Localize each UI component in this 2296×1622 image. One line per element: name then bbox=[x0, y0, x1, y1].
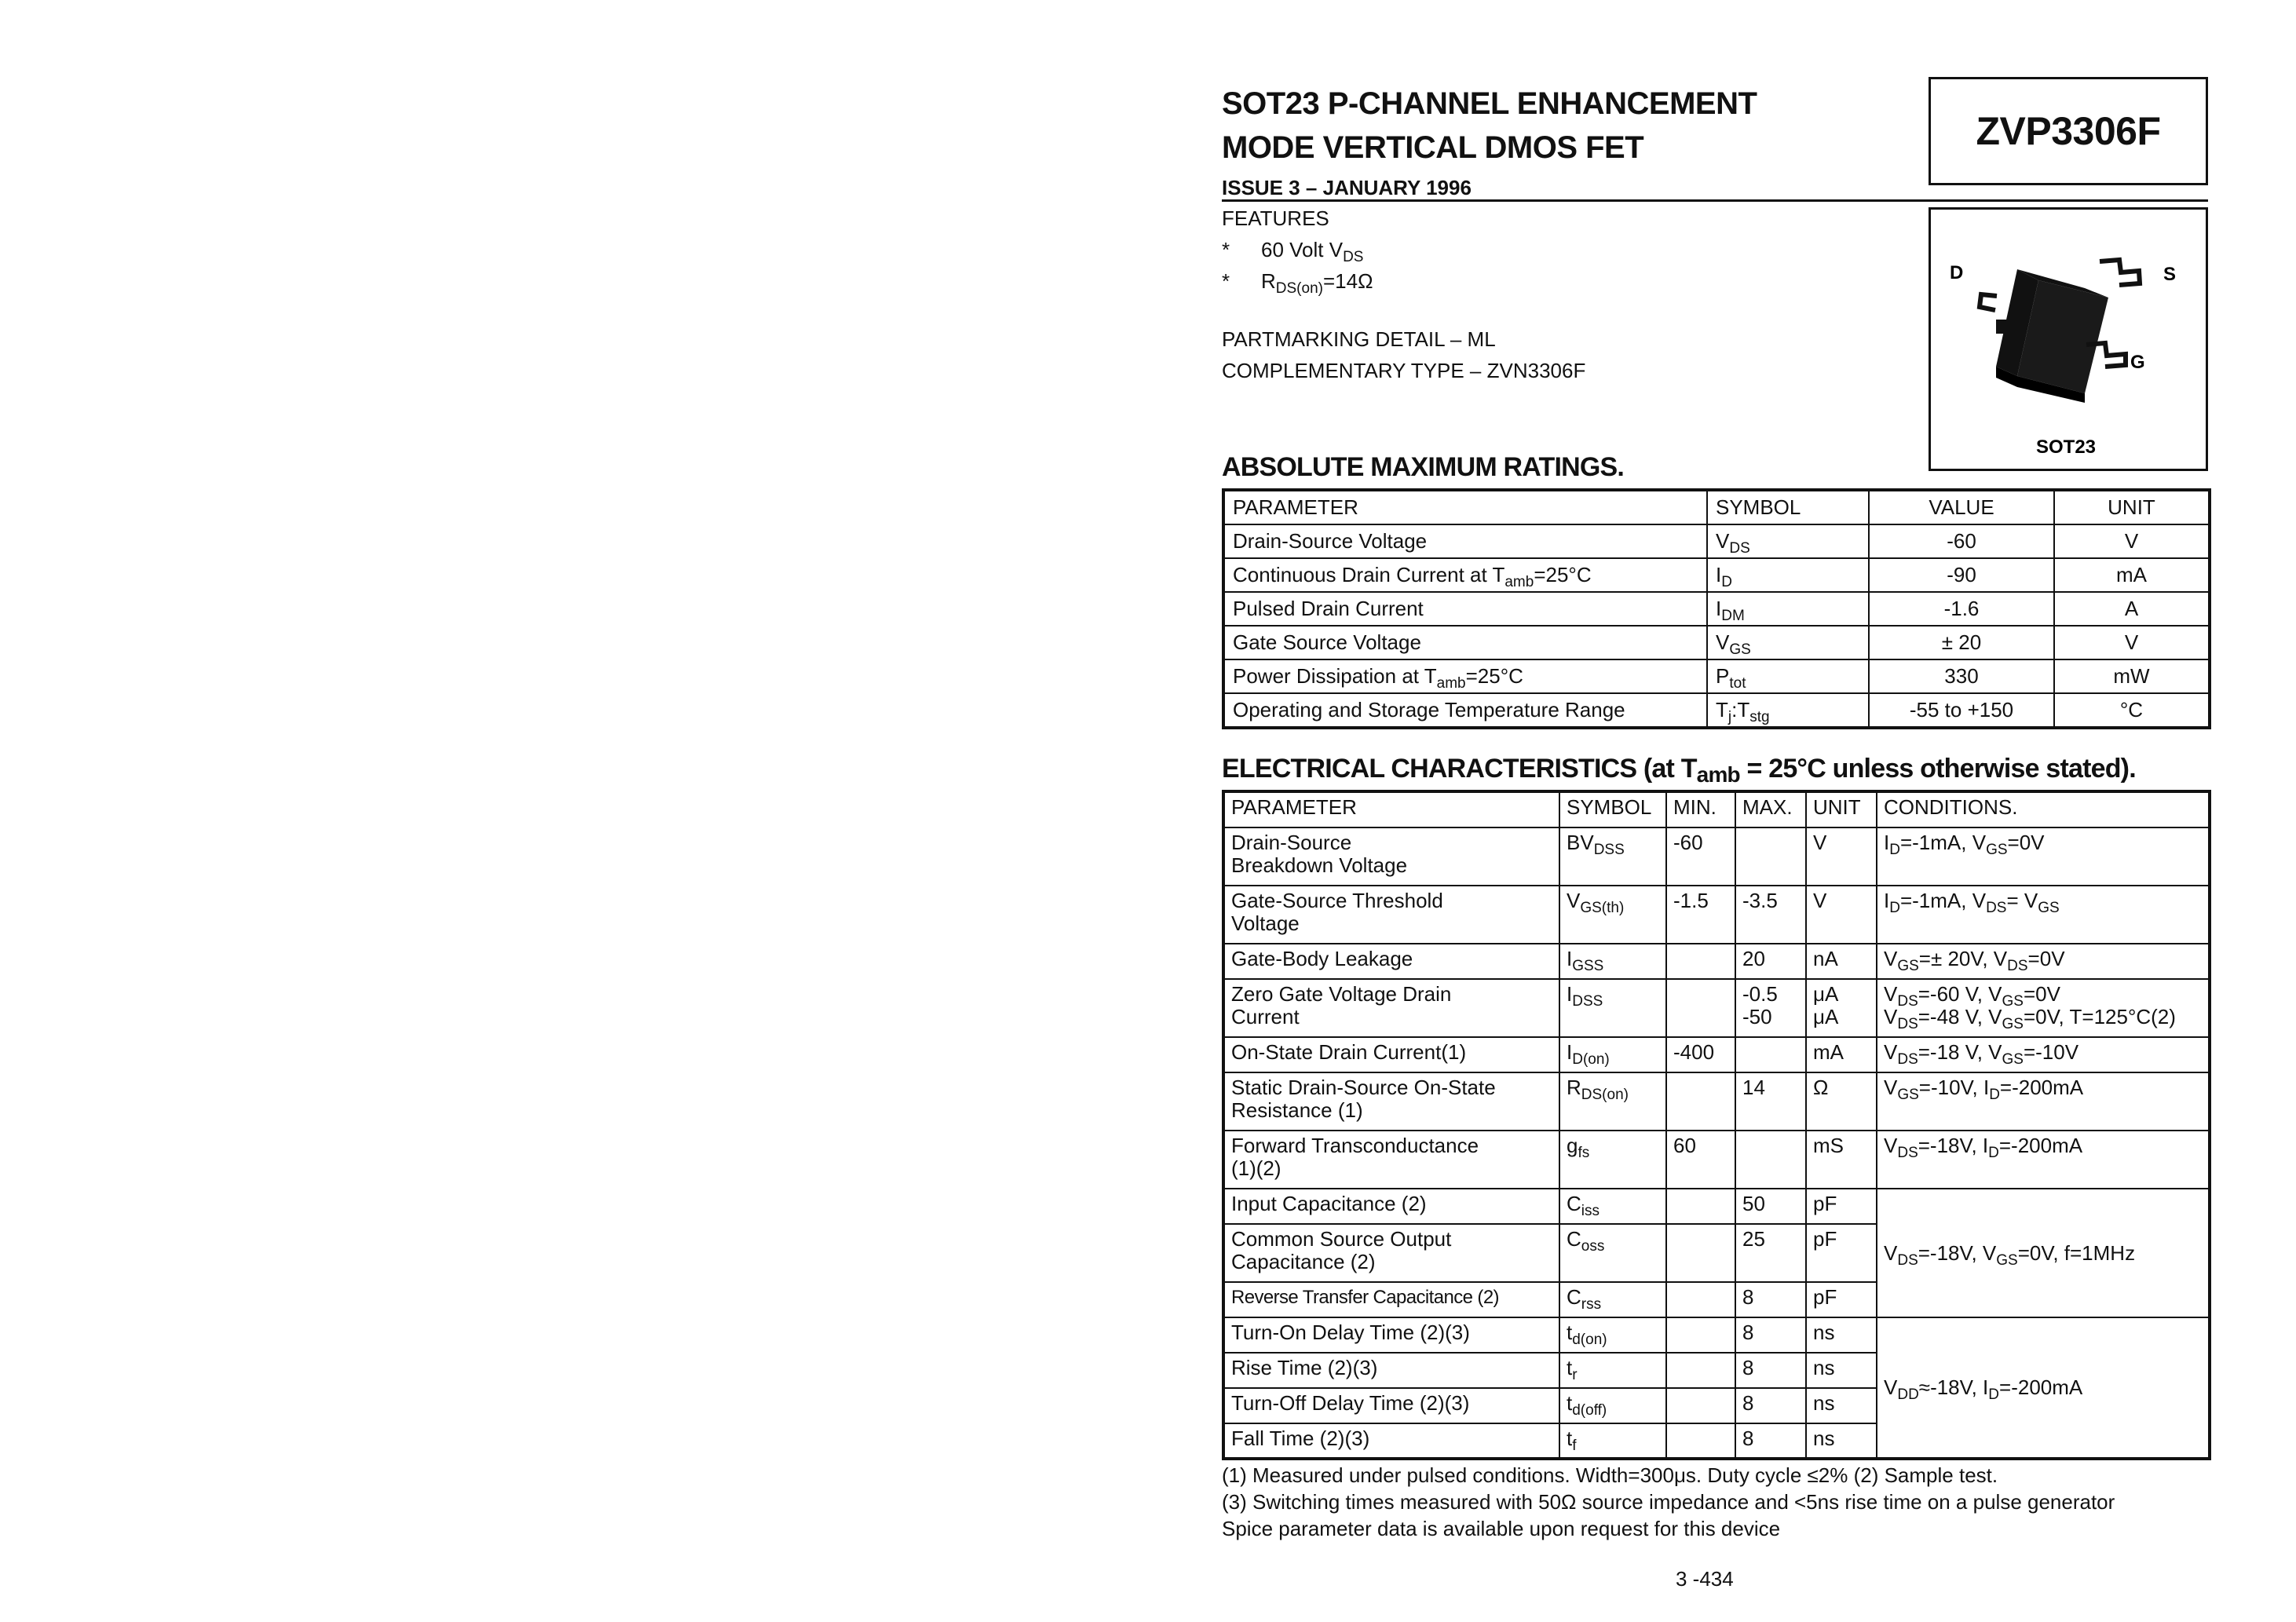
package-label: SOT23 bbox=[2036, 437, 2097, 458]
table-row bbox=[1223, 592, 2210, 626]
min-cell: -400 bbox=[1666, 1037, 1735, 1072]
footnote-3: Spice parameter data is available upon request for this device bbox=[1222, 1517, 1781, 1540]
param-line: (1)(2) bbox=[1231, 1156, 1281, 1180]
param-cell bbox=[1223, 827, 1559, 886]
table-row bbox=[1223, 979, 2210, 1037]
condition-sub: GS bbox=[2002, 993, 2024, 1010]
header-min: MIN. bbox=[1666, 791, 1735, 827]
condition-sub: DS bbox=[1897, 1051, 1918, 1068]
symbol: t bbox=[1567, 1391, 1573, 1415]
symbol: BV bbox=[1567, 831, 1594, 854]
min-cell: -1.5 bbox=[1666, 886, 1735, 944]
table-row bbox=[1223, 558, 2210, 592]
condition-text: V bbox=[1884, 982, 1898, 1006]
symbol-sub: rss bbox=[1581, 1296, 1602, 1313]
condition-line bbox=[1884, 1005, 2202, 1032]
condition-text: =-200mA bbox=[1999, 1076, 2084, 1099]
max-cell: 20 bbox=[1735, 944, 1806, 979]
symbol-cell bbox=[1559, 1282, 1666, 1317]
symbol-sub: iss bbox=[1581, 1203, 1600, 1219]
header-conditions: CONDITIONS. bbox=[1877, 791, 2210, 827]
param-sub: amb bbox=[1436, 675, 1466, 692]
param-line: Zero Gate Voltage Drain bbox=[1231, 982, 1452, 1006]
symbol-cell bbox=[1559, 1224, 1666, 1282]
max-cell: 8 bbox=[1735, 1388, 1806, 1423]
param-cell: On-State Drain Current(1) bbox=[1223, 1037, 1559, 1072]
param-cell: Gate-Body Leakage bbox=[1223, 944, 1559, 979]
param-line: Forward Transconductance bbox=[1231, 1134, 1479, 1157]
unit-cell: mA bbox=[1806, 1037, 1877, 1072]
unit-cell: ns bbox=[1806, 1353, 1877, 1388]
symbol-2: :T bbox=[1731, 698, 1750, 721]
feature-item-2 bbox=[1222, 265, 1373, 297]
symbol-sub: d(on) bbox=[1572, 1332, 1607, 1348]
symbol-cell bbox=[1559, 1189, 1666, 1224]
header-symbol: SYMBOL bbox=[1707, 490, 1869, 524]
symbol-cell bbox=[1559, 1423, 1666, 1459]
symbol-sub: GSS bbox=[1572, 958, 1604, 974]
min-cell bbox=[1666, 1189, 1735, 1224]
max-line: -0.5 bbox=[1742, 982, 1778, 1006]
param-cell bbox=[1223, 558, 1707, 592]
symbol-cell bbox=[1559, 827, 1666, 886]
condition-sub: DS bbox=[1897, 1145, 1918, 1161]
min-cell bbox=[1666, 1388, 1735, 1423]
symbol: t bbox=[1567, 1427, 1573, 1450]
feature-2-sub: DS(on) bbox=[1275, 280, 1323, 297]
symbol-cell bbox=[1707, 558, 1869, 592]
symbol-cell bbox=[1559, 1131, 1666, 1189]
table-row bbox=[1223, 944, 2210, 979]
min-cell bbox=[1666, 1282, 1735, 1317]
symbol-sub: GS(th) bbox=[1580, 900, 1625, 916]
condition-sub: D bbox=[1989, 1087, 2000, 1103]
symbol: V bbox=[1716, 529, 1730, 553]
unit-cell: V bbox=[1806, 886, 1877, 944]
features-section bbox=[1222, 203, 1373, 297]
condition-text: =0V bbox=[2027, 947, 2065, 970]
condition-sub: GS bbox=[1897, 958, 1919, 974]
symbol-cell bbox=[1559, 1388, 1666, 1423]
condition-sub: DS bbox=[1986, 900, 2007, 916]
symbol-sub: f bbox=[1572, 1438, 1577, 1454]
table-header-row bbox=[1223, 791, 2210, 827]
symbol: P bbox=[1716, 664, 1730, 688]
condition-text: = V bbox=[2006, 889, 2038, 912]
pin-s-label: S bbox=[2163, 264, 2177, 285]
max-cell bbox=[1735, 1131, 1806, 1189]
pin-g-label: G bbox=[2130, 352, 2145, 373]
title-line-1: SOT23 P-CHANNEL ENHANCEMENT bbox=[1222, 86, 1757, 121]
param-cell: Operating and Storage Temperature Range bbox=[1223, 693, 1707, 728]
param-cell: Input Capacitance (2) bbox=[1223, 1189, 1559, 1224]
symbol-cell bbox=[1559, 1317, 1666, 1353]
feature-1-text: 60 Volt V bbox=[1261, 238, 1344, 261]
symbol-sub: r bbox=[1572, 1367, 1578, 1383]
part-number: ZVP3306F bbox=[1976, 109, 2161, 153]
feature-2-suffix: =14Ω bbox=[1322, 269, 1373, 293]
unit-cell: V bbox=[2054, 626, 2210, 659]
param-line: Static Drain-Source On-State bbox=[1231, 1076, 1496, 1099]
header-unit: UNIT bbox=[2054, 490, 2210, 524]
condition-sub: DS bbox=[1897, 993, 1918, 1010]
symbol: I bbox=[1567, 1040, 1573, 1064]
table-row bbox=[1223, 693, 2210, 728]
param-cell: Gate Source Voltage bbox=[1223, 626, 1707, 659]
symbol: I bbox=[1716, 563, 1722, 586]
features-heading: FEATURES bbox=[1222, 206, 1329, 230]
condition-text: =0V bbox=[2007, 831, 2045, 854]
max-cell: -3.5 bbox=[1735, 886, 1806, 944]
condition-text: I bbox=[1884, 831, 1890, 854]
ec-heading-pre: ELECTRICAL CHARACTERISTICS (at T bbox=[1222, 754, 1697, 784]
unit-cell: nA bbox=[1806, 944, 1877, 979]
partmarking-detail: PARTMARKING DETAIL – ML bbox=[1222, 327, 1496, 351]
complementary-type: COMPLEMENTARY TYPE – ZVN3306F bbox=[1222, 359, 1586, 382]
ec-heading bbox=[1222, 754, 2136, 787]
table-row bbox=[1223, 1037, 2210, 1072]
symbol-sub: fs bbox=[1578, 1145, 1590, 1161]
unit-cell: pF bbox=[1806, 1224, 1877, 1282]
electrical-characteristics-table bbox=[1222, 790, 2211, 1460]
condition-text: V bbox=[1884, 1375, 1898, 1399]
condition-text: =-18V, V bbox=[1918, 1240, 1997, 1265]
param-line: Gate-Source Threshold bbox=[1231, 889, 1443, 912]
header-unit: UNIT bbox=[1806, 791, 1877, 827]
condition-text: =-200mA bbox=[1998, 1134, 2083, 1157]
unit-cell: ns bbox=[1806, 1423, 1877, 1459]
footnote-1: (1) Measured under pulsed conditions. Width=300μs. Duty cycle ≤2% (2) Sample test. bbox=[1222, 1463, 1998, 1487]
min-cell bbox=[1666, 1224, 1735, 1282]
sot23-package-drawing bbox=[1931, 210, 2206, 469]
condition-text: V bbox=[1884, 1076, 1898, 1099]
param-cell: Fall Time (2)(3) bbox=[1223, 1423, 1559, 1459]
table-row bbox=[1223, 659, 2210, 693]
condition-sub: D bbox=[1988, 1386, 2000, 1403]
condition-text: =-1mA, V bbox=[1899, 889, 1987, 912]
symbol-cell bbox=[1707, 659, 1869, 693]
symbol: V bbox=[1567, 889, 1581, 912]
unit-cell: V bbox=[2054, 524, 2210, 558]
param-line: Current bbox=[1231, 1005, 1300, 1028]
param-line: Breakdown Voltage bbox=[1231, 853, 1408, 877]
symbol-sub: DM bbox=[1721, 608, 1745, 624]
param-line: Resistance (1) bbox=[1231, 1098, 1363, 1122]
param-cell: Drain-Source Voltage bbox=[1223, 524, 1707, 558]
condition-sub: GS bbox=[1897, 1087, 1919, 1103]
symbol-cell bbox=[1707, 626, 1869, 659]
condition-text: V bbox=[1884, 1040, 1898, 1064]
symbol-sub: D bbox=[1721, 574, 1732, 590]
condition-sub: D bbox=[1889, 842, 1900, 858]
unit-cell: mS bbox=[1806, 1131, 1877, 1189]
symbol-sub: DSS bbox=[1593, 842, 1625, 858]
page-title bbox=[1222, 82, 1757, 170]
conditions-cell bbox=[1877, 1037, 2210, 1072]
symbol-cell bbox=[1707, 693, 1869, 728]
condition-sub: GS bbox=[1996, 1251, 2018, 1269]
value-cell: -1.6 bbox=[1869, 592, 2054, 626]
symbol-sub: j bbox=[1727, 709, 1732, 725]
value-cell: -90 bbox=[1869, 558, 2054, 592]
condition-text: ≈-18V, I bbox=[1918, 1375, 1989, 1399]
unit-cell: V bbox=[1806, 827, 1877, 886]
unit-cell: pF bbox=[1806, 1282, 1877, 1317]
max-line: -50 bbox=[1742, 1005, 1772, 1028]
symbol-cell bbox=[1559, 1037, 1666, 1072]
condition-sub: DD bbox=[1897, 1386, 1919, 1403]
unit-cell: °C bbox=[2054, 693, 2210, 728]
param-text: Continuous Drain Current at T bbox=[1233, 563, 1505, 586]
symbol-cell bbox=[1559, 979, 1666, 1037]
header-parameter: PARAMETER bbox=[1223, 490, 1707, 524]
part-number-box bbox=[1929, 77, 2208, 185]
max-cell bbox=[1735, 827, 1806, 886]
param-line: Drain-Source bbox=[1231, 831, 1352, 854]
value-cell: -60 bbox=[1869, 524, 2054, 558]
page-number: 3 -434 bbox=[1676, 1567, 1734, 1591]
condition-text: V bbox=[1884, 947, 1898, 970]
max-cell: 8 bbox=[1735, 1423, 1806, 1459]
bullet: * bbox=[1222, 238, 1230, 261]
symbol-sub: DSS bbox=[1572, 993, 1603, 1010]
value-cell: -55 to +150 bbox=[1869, 693, 2054, 728]
value-cell: ± 20 bbox=[1869, 626, 2054, 659]
symbol: t bbox=[1567, 1321, 1573, 1344]
param-line: Capacitance (2) bbox=[1231, 1250, 1376, 1273]
param-line: Voltage bbox=[1231, 911, 1300, 935]
min-cell: 60 bbox=[1666, 1131, 1735, 1189]
conditions-cell bbox=[1877, 979, 2210, 1037]
min-cell: -60 bbox=[1666, 827, 1735, 886]
header-symbol: SYMBOL bbox=[1559, 791, 1666, 827]
param-cell: Rise Time (2)(3) bbox=[1223, 1353, 1559, 1388]
param-cell bbox=[1223, 1131, 1559, 1189]
param-text: Power Dissipation at T bbox=[1233, 664, 1437, 688]
unit-cell: ns bbox=[1806, 1317, 1877, 1353]
feature-1-sub: DS bbox=[1343, 249, 1364, 265]
conditions-cell bbox=[1877, 1131, 2210, 1189]
param-cell: Turn-Off Delay Time (2)(3) bbox=[1223, 1388, 1559, 1423]
param-cell: Turn-On Delay Time (2)(3) bbox=[1223, 1317, 1559, 1353]
param-suffix: =25°C bbox=[1465, 664, 1523, 688]
symbol-cell bbox=[1559, 1353, 1666, 1388]
condition-text: =-60 V, V bbox=[1918, 982, 2002, 1006]
max-cell: 25 bbox=[1735, 1224, 1806, 1282]
min-cell bbox=[1666, 1317, 1735, 1353]
max-cell: 8 bbox=[1735, 1353, 1806, 1388]
condition-text: =0V, T=125°C(2) bbox=[2023, 1005, 2176, 1028]
header-parameter: PARAMETER bbox=[1223, 791, 1559, 827]
param-line: Common Source Output bbox=[1231, 1227, 1452, 1251]
symbol-sub: oss bbox=[1581, 1238, 1605, 1255]
symbol-sub: DS(on) bbox=[1581, 1087, 1629, 1103]
table-row bbox=[1223, 1072, 2210, 1131]
title-line-2: MODE VERTICAL DMOS FET bbox=[1222, 130, 1644, 165]
symbol-cell bbox=[1559, 1072, 1666, 1131]
param-cell bbox=[1223, 659, 1707, 693]
unit-cell: pF bbox=[1806, 1189, 1877, 1224]
max-cell bbox=[1735, 979, 1806, 1037]
switching-conditions-cell bbox=[1877, 1317, 2210, 1459]
symbol-cell bbox=[1707, 592, 1869, 626]
max-cell: 50 bbox=[1735, 1189, 1806, 1224]
condition-text: =± 20V, V bbox=[1918, 947, 2008, 970]
symbol-sub: d(off) bbox=[1572, 1402, 1607, 1419]
condition-text: =-200mA bbox=[1999, 1375, 2083, 1399]
param-suffix: =25°C bbox=[1534, 563, 1592, 586]
param-cell bbox=[1223, 979, 1559, 1037]
pin-d-label: D bbox=[1950, 262, 1964, 283]
symbol: R bbox=[1567, 1076, 1581, 1099]
param-cell: Pulsed Drain Current bbox=[1223, 592, 1707, 626]
max-cell: 8 bbox=[1735, 1282, 1806, 1317]
capacitance-conditions-cell bbox=[1877, 1189, 2210, 1317]
header-max: MAX. bbox=[1735, 791, 1806, 827]
header-rule bbox=[1222, 199, 2208, 202]
condition-sub: GS bbox=[2002, 1016, 2024, 1032]
ec-heading-post: = 25°C unless otherwise stated). bbox=[1739, 754, 2136, 784]
unit-cell: A bbox=[2054, 592, 2210, 626]
table-row bbox=[1223, 1317, 2210, 1353]
max-cell: 8 bbox=[1735, 1317, 1806, 1353]
min-cell bbox=[1666, 1072, 1735, 1131]
header-value: VALUE bbox=[1869, 490, 2054, 524]
symbol: C bbox=[1567, 1192, 1581, 1215]
condition-text: =-18 V, V bbox=[1918, 1040, 2002, 1064]
issue-date: ISSUE 3 – JANUARY 1996 bbox=[1222, 176, 1472, 199]
symbol-cell bbox=[1707, 524, 1869, 558]
unit-line: μA bbox=[1813, 1005, 1839, 1028]
min-cell bbox=[1666, 1423, 1735, 1459]
condition-line bbox=[1884, 982, 2202, 1010]
conditions-cell bbox=[1877, 1072, 2210, 1131]
table-row bbox=[1223, 524, 2210, 558]
feature-item-1 bbox=[1222, 234, 1373, 265]
condition-text: =0V, f=1MHz bbox=[2017, 1240, 2136, 1265]
condition-sub: GS bbox=[1986, 842, 2008, 858]
condition-text: =-1mA, V bbox=[1899, 831, 1987, 854]
feature-2-text: R bbox=[1261, 269, 1276, 293]
symbol-sub: D(on) bbox=[1572, 1051, 1610, 1068]
condition-sub: GS bbox=[2002, 1051, 2024, 1068]
max-cell: 14 bbox=[1735, 1072, 1806, 1131]
value-cell: 330 bbox=[1869, 659, 2054, 693]
symbol-cell bbox=[1559, 944, 1666, 979]
unit-cell: Ω bbox=[1806, 1072, 1877, 1131]
symbol: C bbox=[1567, 1285, 1581, 1309]
ec-heading-sub: amb bbox=[1696, 762, 1740, 787]
conditions-cell bbox=[1877, 886, 2210, 944]
condition-sub: D bbox=[1988, 1145, 1999, 1161]
package-box bbox=[1929, 207, 2208, 471]
param-cell bbox=[1223, 1224, 1559, 1282]
symbol: t bbox=[1567, 1356, 1573, 1379]
param-cell bbox=[1223, 886, 1559, 944]
table-header-row bbox=[1223, 490, 2210, 524]
unit-line: μA bbox=[1813, 982, 1839, 1006]
condition-sub: DS bbox=[2007, 958, 2028, 974]
condition-text: V bbox=[1884, 1005, 1898, 1028]
condition-text: =-18V, I bbox=[1918, 1134, 1989, 1157]
symbol: g bbox=[1567, 1134, 1578, 1157]
symbol-cell bbox=[1559, 886, 1666, 944]
symbol-sub: tot bbox=[1729, 675, 1746, 692]
unit-cell: mA bbox=[2054, 558, 2210, 592]
bullet: * bbox=[1222, 269, 1230, 293]
max-cell bbox=[1735, 1037, 1806, 1072]
condition-text: =-10V bbox=[2023, 1040, 2079, 1064]
condition-text: I bbox=[1884, 889, 1890, 912]
condition-sub: DS bbox=[1897, 1251, 1918, 1269]
symbol-sub: GS bbox=[1729, 641, 1751, 658]
symbol-sub: DS bbox=[1729, 540, 1750, 557]
symbol-2-sub: stg bbox=[1749, 709, 1770, 725]
param-cell: Reverse Transfer Capacitance (2) bbox=[1223, 1282, 1559, 1317]
table-row bbox=[1223, 886, 2210, 944]
min-cell bbox=[1666, 944, 1735, 979]
symbol: V bbox=[1716, 630, 1730, 654]
table-row bbox=[1223, 1189, 2210, 1224]
symbol: C bbox=[1567, 1227, 1581, 1251]
amr-heading: ABSOLUTE MAXIMUM RATINGS. bbox=[1222, 452, 1625, 482]
condition-text: =-10V, I bbox=[1918, 1076, 1990, 1099]
condition-text: V bbox=[1884, 1240, 1898, 1265]
absolute-maximum-ratings-table bbox=[1222, 488, 2211, 729]
symbol: I bbox=[1716, 597, 1722, 620]
condition-text: =-48 V, V bbox=[1918, 1005, 2002, 1028]
conditions-cell bbox=[1877, 944, 2210, 979]
symbol: T bbox=[1716, 698, 1728, 721]
unit-cell bbox=[1806, 979, 1877, 1037]
param-sub: amb bbox=[1504, 574, 1534, 590]
condition-text: =0V bbox=[2023, 982, 2060, 1006]
footnote-2: (3) Switching times measured with 50Ω source impedance and <5ns rise time on a pulse generator bbox=[1222, 1490, 2115, 1514]
unit-cell: mW bbox=[2054, 659, 2210, 693]
unit-cell: ns bbox=[1806, 1388, 1877, 1423]
min-cell bbox=[1666, 1353, 1735, 1388]
symbol: I bbox=[1567, 947, 1573, 970]
table-row bbox=[1223, 1131, 2210, 1189]
symbol: I bbox=[1567, 982, 1573, 1006]
table-row bbox=[1223, 827, 2210, 886]
conditions-cell bbox=[1877, 827, 2210, 886]
condition-text: V bbox=[1884, 1134, 1898, 1157]
table-row bbox=[1223, 626, 2210, 659]
condition-sub: D bbox=[1889, 900, 1900, 916]
param-cell bbox=[1223, 1072, 1559, 1131]
condition-sub: GS bbox=[2038, 900, 2060, 916]
min-cell bbox=[1666, 979, 1735, 1037]
condition-sub: DS bbox=[1897, 1016, 1918, 1032]
